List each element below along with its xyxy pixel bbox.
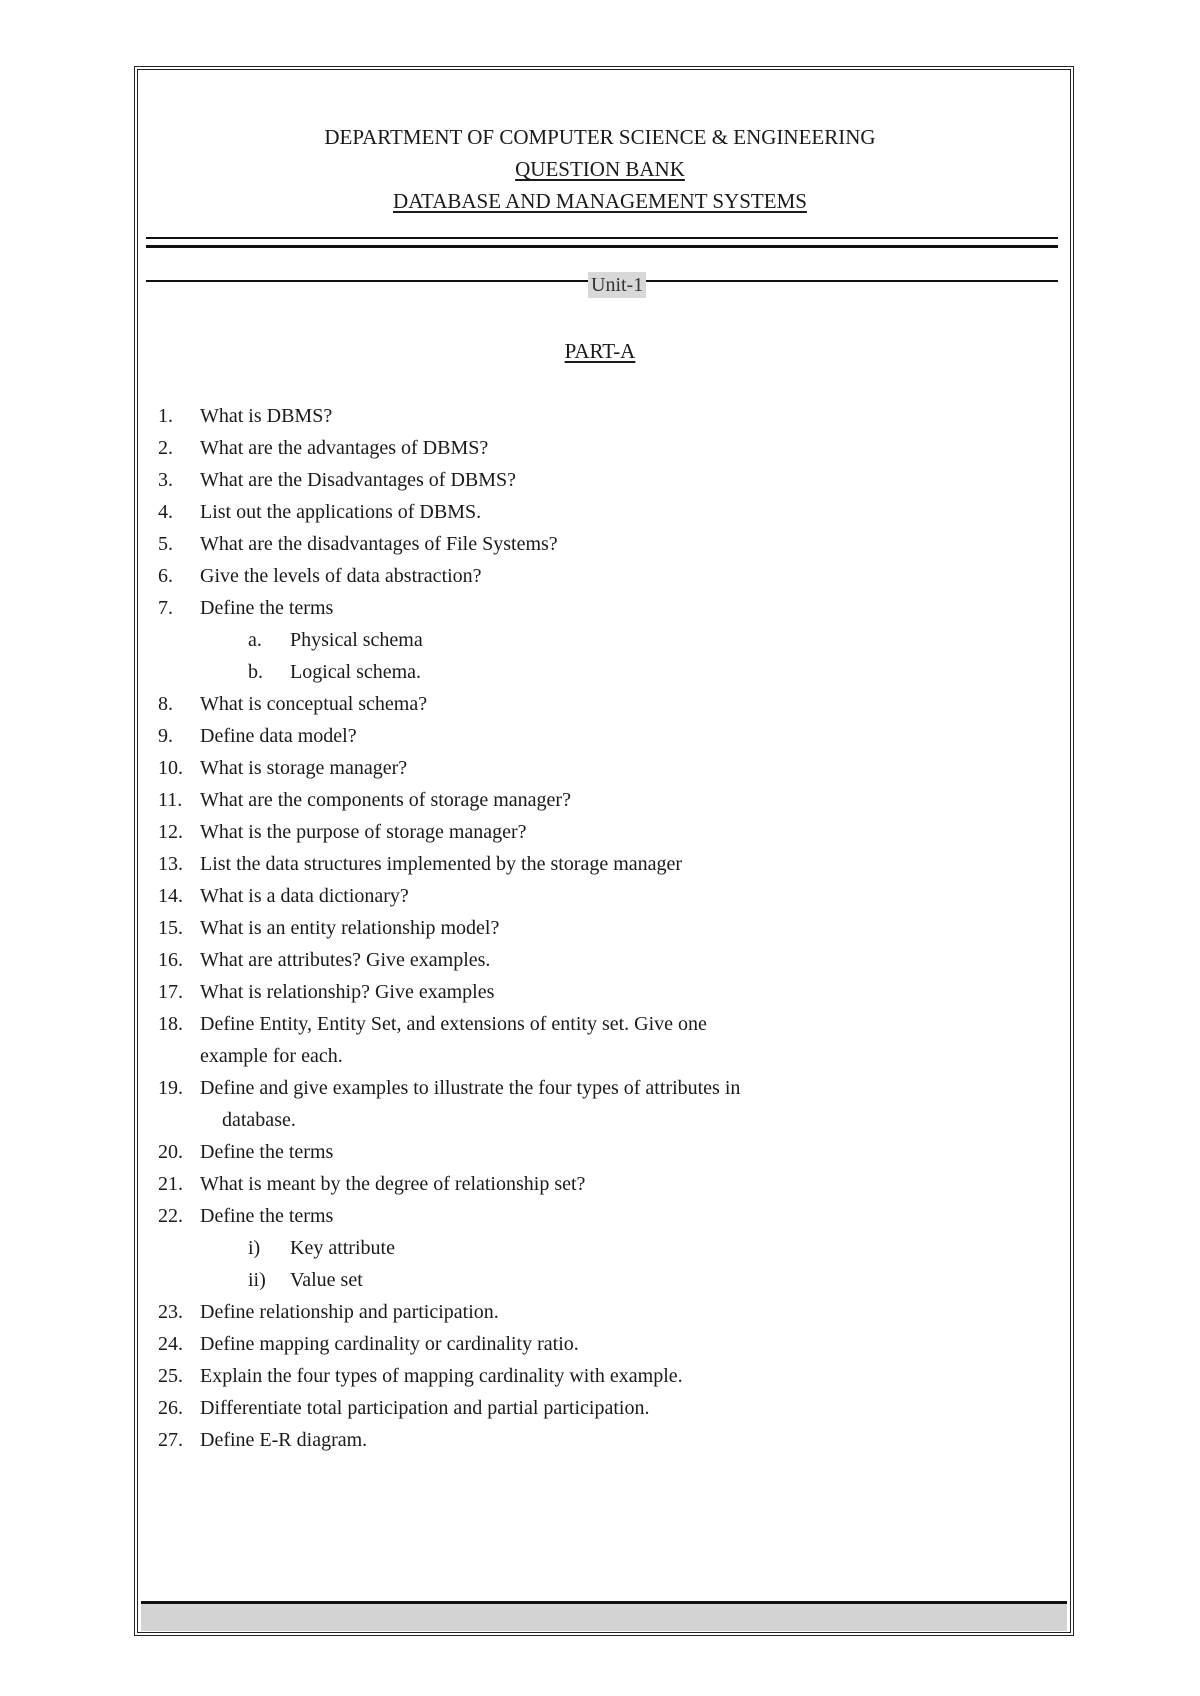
question-text: What is conceptual schema? bbox=[200, 693, 428, 715]
question-item bbox=[0, 880, 1200, 912]
question-number: 19. bbox=[158, 1077, 183, 1099]
header-rule-top bbox=[146, 237, 1058, 239]
question-number: 12. bbox=[158, 821, 183, 843]
question-number: 14. bbox=[158, 885, 183, 907]
unit-label: Unit-1 bbox=[588, 272, 646, 298]
question-number: 25. bbox=[158, 1365, 183, 1387]
question-text-continuation: database. bbox=[222, 1109, 296, 1131]
question-text: Define mapping cardinality or cardinality ratio. bbox=[200, 1333, 579, 1355]
question-text: Define data model? bbox=[200, 725, 357, 747]
question-number: 21. bbox=[158, 1173, 183, 1195]
question-number: 15. bbox=[158, 917, 183, 939]
question-number: 17. bbox=[158, 981, 183, 1003]
question-item bbox=[0, 1392, 1200, 1424]
question-text: Give the levels of data abstraction? bbox=[200, 565, 482, 587]
question-text: Define E-R diagram. bbox=[200, 1429, 368, 1451]
question-number: 22. bbox=[158, 1205, 183, 1227]
question-text-continuation: example for each. bbox=[200, 1045, 343, 1067]
question-number: 9. bbox=[158, 725, 173, 747]
question-item bbox=[0, 752, 1200, 784]
question-text: What is relationship? Give examples bbox=[200, 981, 495, 1003]
question-text: What is the purpose of storage manager? bbox=[200, 821, 527, 843]
question-item bbox=[0, 784, 1200, 816]
question-number: 8. bbox=[158, 693, 173, 715]
question-text: Define the terms bbox=[200, 1141, 334, 1163]
question-text: What is meant by the degree of relationship set? bbox=[200, 1173, 586, 1195]
question-text: What are the advantages of DBMS? bbox=[200, 437, 489, 459]
sub-item-marker: a. bbox=[248, 629, 262, 651]
question-number: 10. bbox=[158, 757, 183, 779]
question-item bbox=[0, 912, 1200, 944]
question-item bbox=[0, 592, 1200, 624]
question-text: What is a data dictionary? bbox=[200, 885, 409, 907]
question-text: What is an entity relationship model? bbox=[200, 917, 500, 939]
question-text: Define the terms bbox=[200, 1205, 334, 1227]
question-text: Define and give examples to illustrate the four types of attributes in bbox=[200, 1077, 741, 1099]
footer-band bbox=[141, 1601, 1067, 1631]
question-number: 4. bbox=[158, 501, 173, 523]
question-item bbox=[0, 1168, 1200, 1200]
question-item bbox=[0, 1360, 1200, 1392]
question-text: List out the applications of DBMS. bbox=[200, 501, 482, 523]
question-text: What is storage manager? bbox=[200, 757, 408, 779]
question-list bbox=[0, 400, 1200, 1456]
question-item bbox=[0, 1200, 1200, 1232]
question-text: Define relationship and participation. bbox=[200, 1301, 499, 1323]
sub-item-marker: i) bbox=[248, 1237, 261, 1259]
department-heading: DEPARTMENT OF COMPUTER SCIENCE & ENGINEERING bbox=[324, 125, 876, 149]
question-item bbox=[0, 1296, 1200, 1328]
question-item bbox=[0, 432, 1200, 464]
question-item bbox=[0, 1072, 1200, 1136]
question-text: Explain the four types of mapping cardinality with example. bbox=[200, 1365, 683, 1387]
sub-item-text: Logical schema. bbox=[290, 661, 422, 683]
question-text: Define the terms bbox=[200, 597, 334, 619]
question-number: 1. bbox=[158, 405, 173, 427]
question-item bbox=[0, 496, 1200, 528]
question-item bbox=[0, 560, 1200, 592]
part-label: PART-A bbox=[564, 339, 636, 363]
sub-item bbox=[0, 656, 1200, 688]
question-item bbox=[0, 816, 1200, 848]
question-text: What are the Disadvantages of DBMS? bbox=[200, 469, 517, 491]
question-number: 27. bbox=[158, 1429, 183, 1451]
question-number: 26. bbox=[158, 1397, 183, 1419]
subject-heading bbox=[0, 188, 1200, 214]
question-text: What is DBMS? bbox=[200, 405, 333, 427]
question-number: 20. bbox=[158, 1141, 183, 1163]
question-text: List the data structures implemented by the storage manager bbox=[200, 853, 683, 875]
question-text: Differentiate total participation and partial participation. bbox=[200, 1397, 650, 1419]
question-item bbox=[0, 528, 1200, 560]
sub-item bbox=[0, 1264, 1200, 1296]
subject-text: DATABASE AND MANAGEMENT SYSTEMS bbox=[393, 189, 807, 213]
question-item bbox=[0, 1008, 1200, 1072]
sub-item-text: Key attribute bbox=[290, 1237, 395, 1259]
question-number: 18. bbox=[158, 1013, 183, 1035]
doc-type-text: QUESTION BANK bbox=[515, 157, 685, 181]
sub-item bbox=[0, 1232, 1200, 1264]
question-number: 23. bbox=[158, 1301, 183, 1323]
question-text: What are attributes? Give examples. bbox=[200, 949, 491, 971]
question-item bbox=[0, 848, 1200, 880]
question-number: 2. bbox=[158, 437, 173, 459]
question-item bbox=[0, 1136, 1200, 1168]
sub-item-text: Physical schema bbox=[290, 629, 423, 651]
sub-item bbox=[0, 624, 1200, 656]
question-item bbox=[0, 1424, 1200, 1456]
question-number: 16. bbox=[158, 949, 183, 971]
question-text: What are the disadvantages of File Systems? bbox=[200, 533, 558, 555]
question-text: Define Entity, Entity Set, and extensions of entity set. Give one bbox=[200, 1013, 707, 1035]
question-number: 3. bbox=[158, 469, 173, 491]
sub-item-text: Value set bbox=[290, 1269, 363, 1291]
header-rule-bottom bbox=[146, 245, 1058, 248]
question-item bbox=[0, 944, 1200, 976]
question-number: 5. bbox=[158, 533, 173, 555]
question-item bbox=[0, 464, 1200, 496]
question-number: 24. bbox=[158, 1333, 183, 1355]
question-item bbox=[0, 688, 1200, 720]
question-item bbox=[0, 976, 1200, 1008]
question-item bbox=[0, 400, 1200, 432]
doc-type-heading bbox=[0, 156, 1200, 182]
question-item bbox=[0, 720, 1200, 752]
question-item bbox=[0, 1328, 1200, 1360]
question-number: 11. bbox=[158, 789, 183, 811]
question-number: 13. bbox=[158, 853, 183, 875]
question-text: What are the components of storage manager? bbox=[200, 789, 571, 811]
sub-item-marker: b. bbox=[248, 661, 263, 683]
question-number: 6. bbox=[158, 565, 173, 587]
question-number: 7. bbox=[158, 597, 173, 619]
sub-item-marker: ii) bbox=[248, 1269, 266, 1291]
